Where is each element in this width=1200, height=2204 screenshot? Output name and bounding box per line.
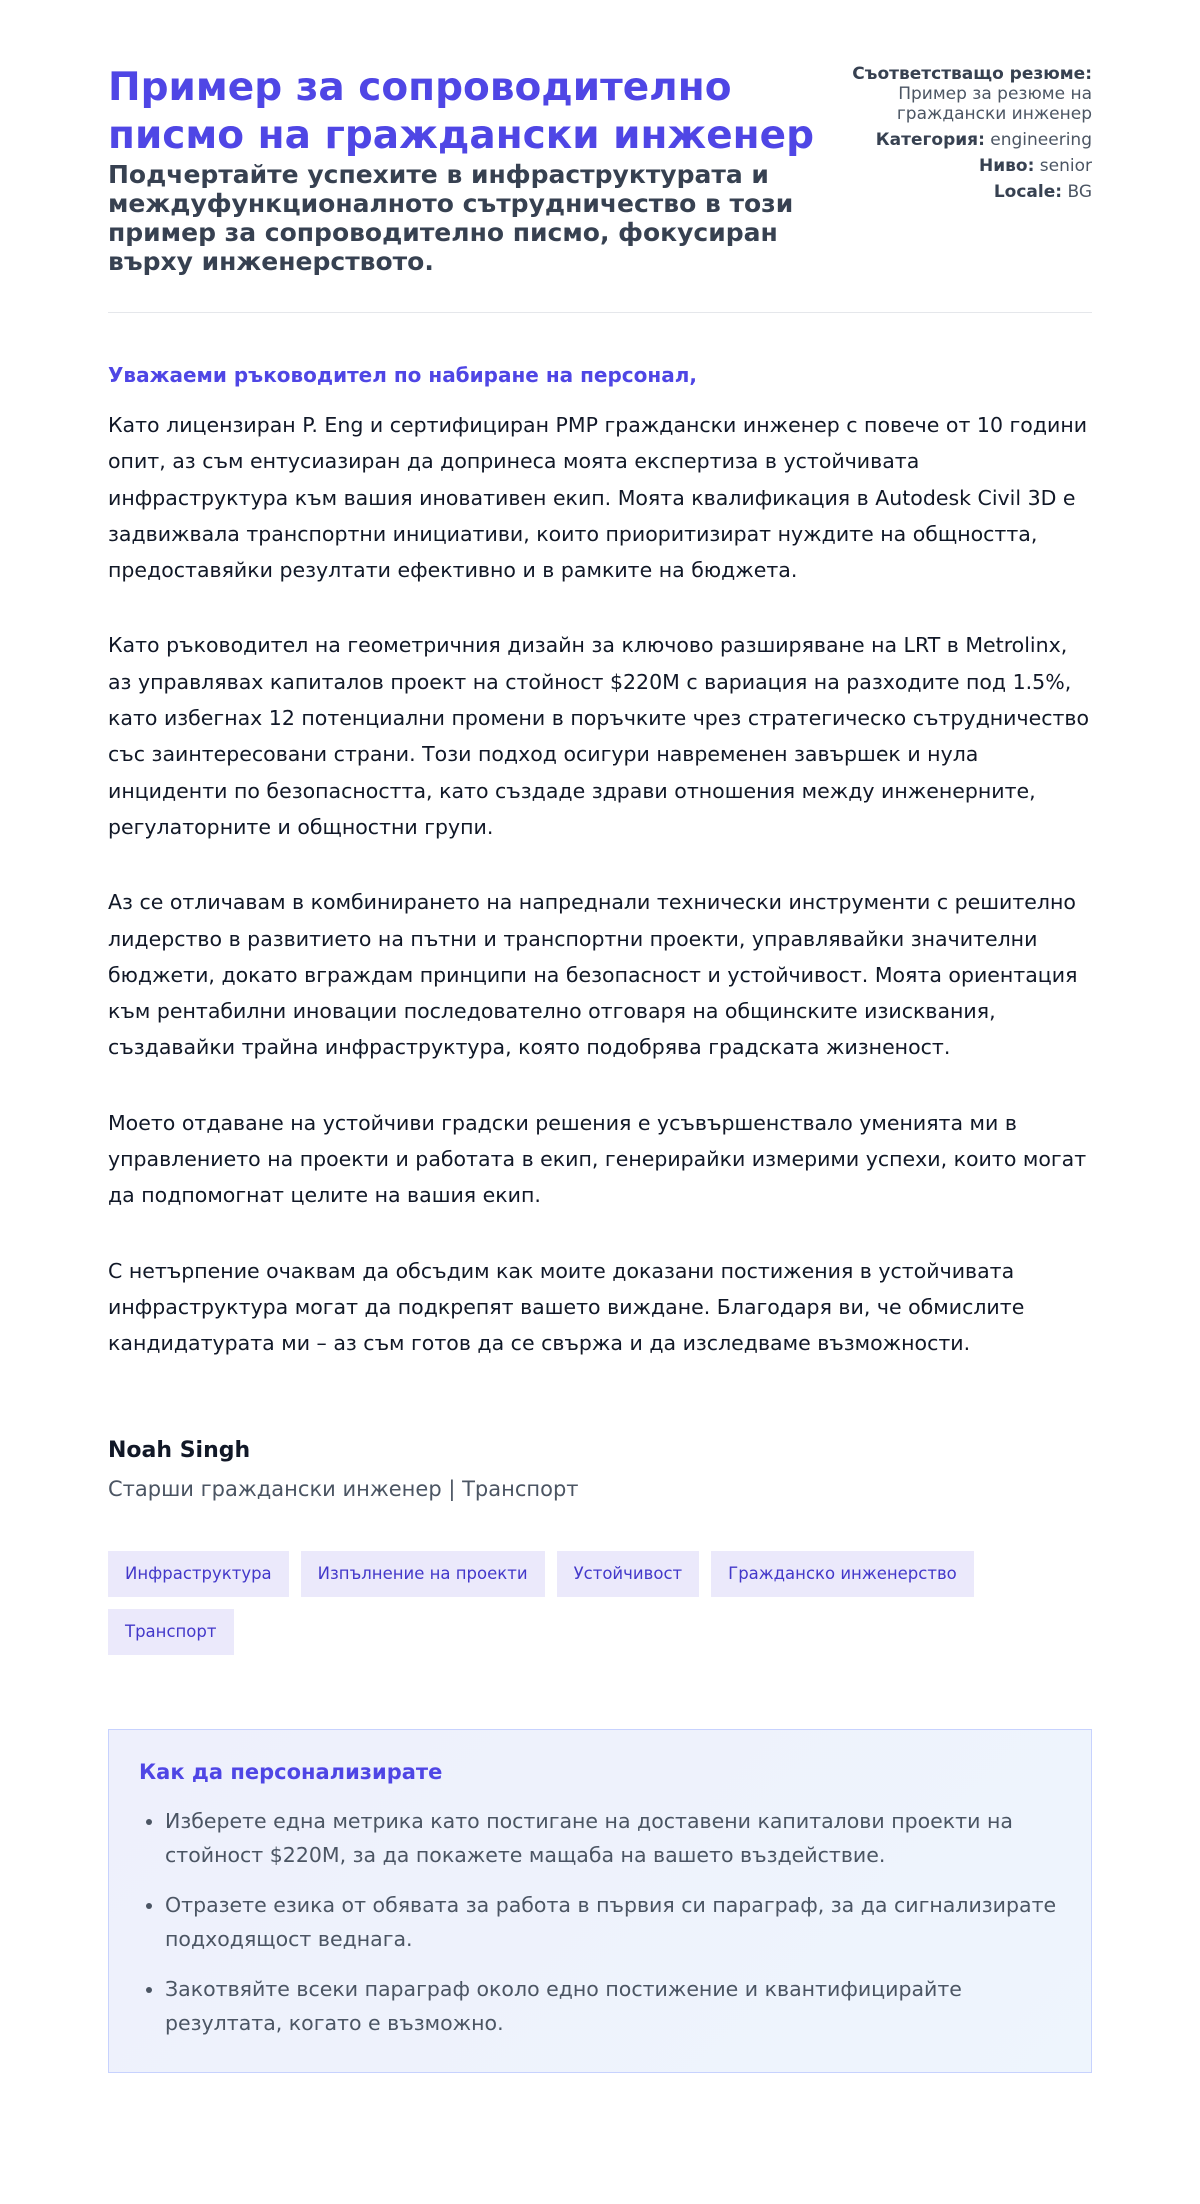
signature-title: Старши граждански инженер | Транспорт (108, 1476, 579, 1501)
letter-body (108, 363, 1092, 1501)
tip-item: • Отразете езика от обявата за работа в първия си параграф, за да сигнализирате подходящост веднага. (165, 1888, 1061, 1956)
tag-list (108, 1551, 1092, 1655)
tips-title: Как да персонализирате (139, 1759, 443, 1784)
meta-panel (836, 64, 1092, 208)
meta-category (836, 130, 1092, 150)
meta-locale-value: BG (1067, 182, 1092, 202)
meta-level (836, 156, 1092, 176)
tag-transport: Транспорт (108, 1609, 234, 1655)
meta-category-label: Категория: (875, 130, 985, 150)
tip-item: • Закотвяйте всеки параграф около едно постижение и квантифицирайте резултата, когато е възможно. (165, 1972, 1061, 2040)
meta-level-label: Ниво: (979, 156, 1035, 176)
tag-sustainability: Устойчивост (557, 1551, 700, 1597)
signature-name: Noah Singh (108, 1437, 251, 1463)
meta-category-value: engineering (990, 130, 1092, 150)
letter-paragraph: Като ръководител на геометричния дизайн за ключово разширяване на LRT в Metrolinx, аз управлявах капиталов проект на стойност $220M с вариация на разходите под 1.5%, като избегнах 12 потенциални промени в поръчките чрез стратегическо сътрудничество със заинтересовани страни. Този подход осигури навременен завършек и нула инциденти по безопасността, като създаде здрави отношения между инженерните, регулаторните и общностни групи. (108, 633, 1090, 839)
tag-civil-engineering: Гражданско инженерство (711, 1551, 974, 1597)
letter-paragraph: Моето отдаване на устойчиви градски решения е усъвършенствало уменията ми в управлението на проекти и работата в екип, генерирайки измерими успехи, които могат да подпомогнат целите на вашия екип. (108, 1110, 1087, 1208)
letter-greeting: Уважаеми ръководител по набиране на персонал, (108, 363, 697, 387)
meta-locale-label: Locale: (993, 182, 1063, 202)
header-divider (108, 312, 1092, 313)
tag-infrastructure: Инфраструктура (108, 1551, 289, 1597)
letter-paragraph: Аз се отличавам в комбинирането на напреднали технически инструменти с решително лидерство в развитието на пътни и транспортни проекти, управлявайки значителни бюджети, докато вграждам принципи на безопасност и устойчивост. Моята ориентация към рентабилни иновации последователно отговаря на общинските изисквания, създавайки трайна инфраструктура, която подобрява градската жизненост. (108, 890, 1078, 1060)
meta-level-value: senior (1039, 156, 1092, 176)
letter-paragraph: Като лицензиран P. Eng и сертифициран PMP граждански инженер с повече от 10 години опит, аз съм ентусиазиран да допринеса моята експертиза в устойчивата инфраструктура към вашия иновативен екип. Моята квалификация в Autodesk Civil 3D е задвижвала транспортни инициативи, които приоритизират нуждите на общността, предоставяйки резултати ефективно и в рамките на бюджета. (108, 413, 1088, 583)
page-subtitle: Подчертайте успехите в инфраструктурата и междуфункционалното сътрудничество в този пример за сопроводително писмо, фокусиран върху инженерството. (108, 160, 794, 276)
tag-project-execution: Изпълнение на проекти (301, 1551, 545, 1597)
tip-item: • Изберете една метрика като постигане на доставени капиталови проекти на стойност $220M, за да покажете мащаба на вашето въздействие. (165, 1804, 1061, 1872)
meta-locale (836, 182, 1092, 202)
meta-resume (836, 64, 1092, 124)
tips-list (139, 1804, 1061, 2040)
personalize-tips-box (108, 1729, 1092, 2073)
letter-paragraph: С нетърпение очаквам да обсъдим как моите доказани постижения в устойчивата инфраструктура могат да подкрепят вашето виждане. Благодаря ви, че обмислите кандидатурата ми – аз съм готов да се свържа и да изследваме възможности. (108, 1258, 1025, 1356)
page-title: Пример за сопроводително писмо на граждански инженер (108, 65, 814, 158)
meta-resume-value: Пример за резюме на граждански инженер (896, 84, 1092, 124)
meta-resume-label: Съответстващо резюме: (852, 64, 1092, 84)
title-block (108, 64, 836, 276)
header (108, 64, 1092, 276)
